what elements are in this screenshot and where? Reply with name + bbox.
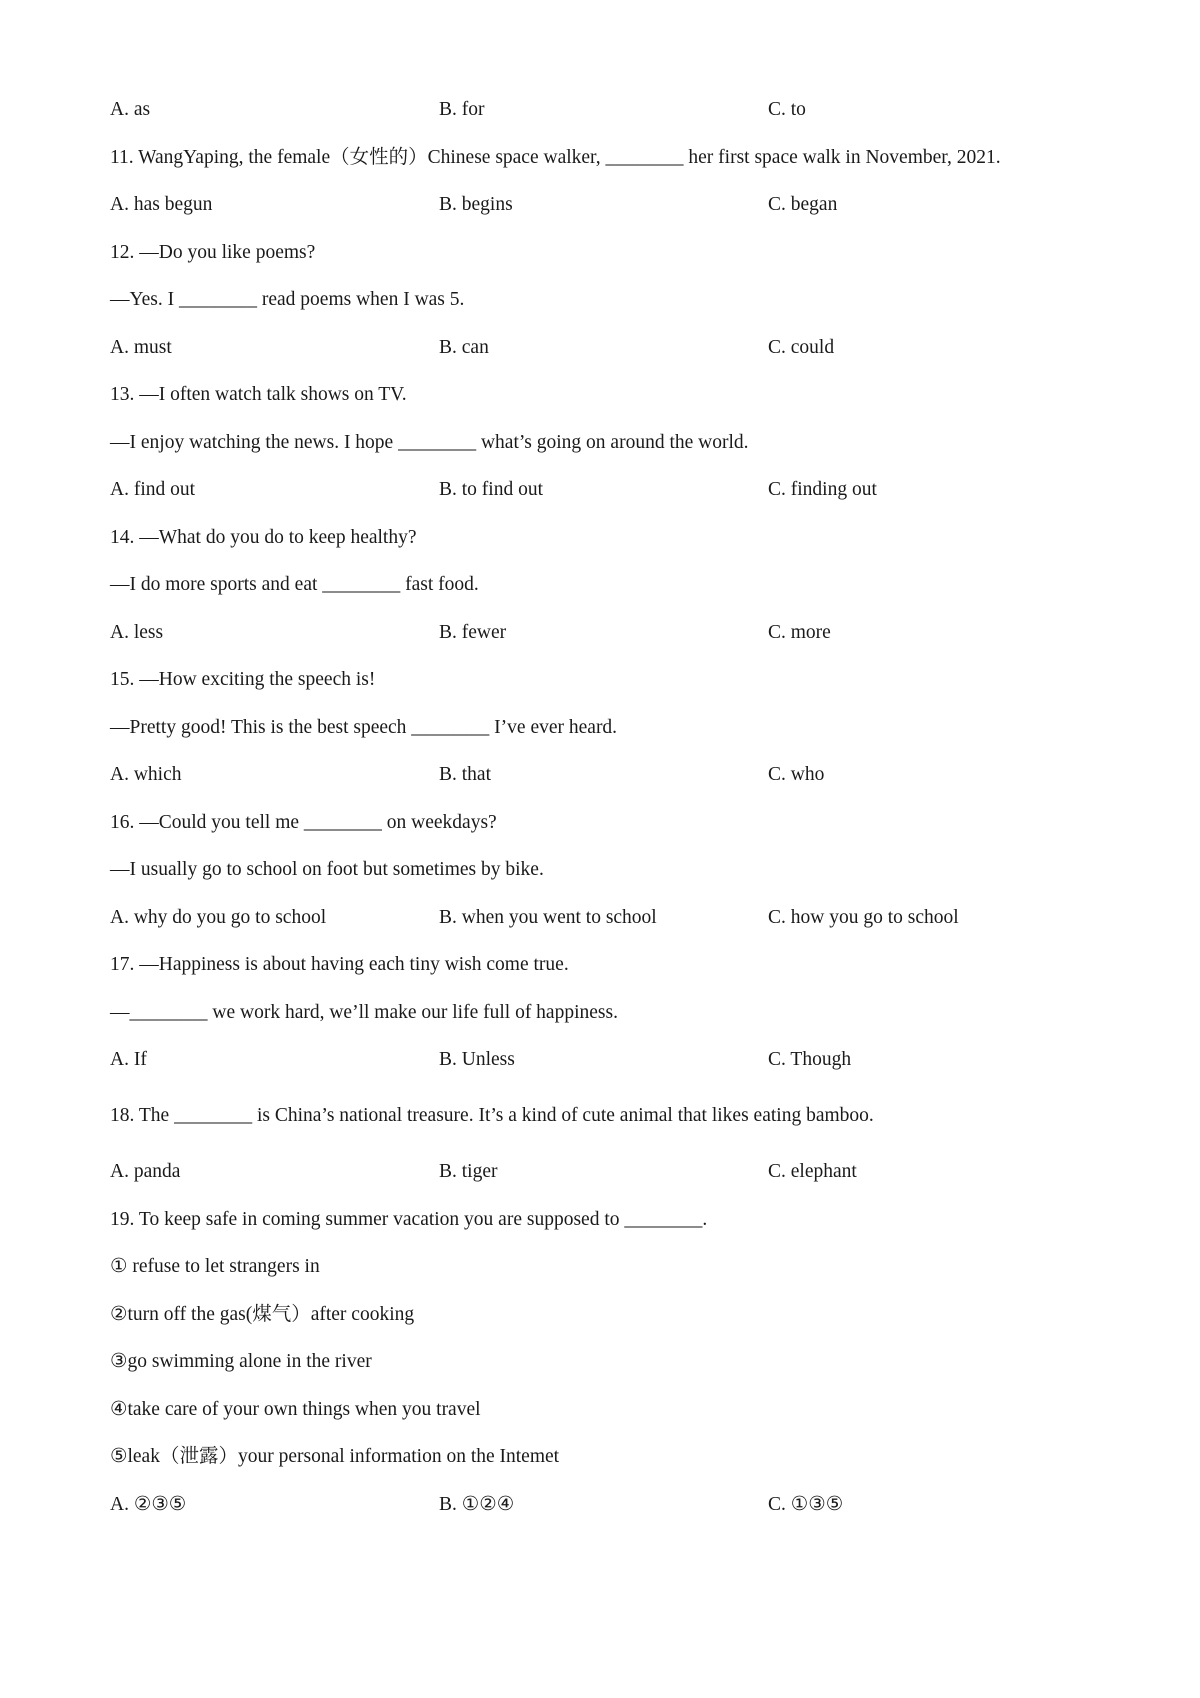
q13-option-a[interactable]: A. find out: [110, 479, 196, 500]
q16-option-c[interactable]: C. how you go to school: [768, 906, 959, 928]
q12-option-b[interactable]: B. can: [439, 336, 489, 358]
q14-option-a[interactable]: A. less: [110, 621, 164, 643]
q14-option-c[interactable]: C. more: [768, 621, 831, 643]
q19-item-3: ③go swimming alone in the river: [110, 1351, 372, 1372]
q13-options: [110, 478, 1110, 502]
q14-options: [110, 621, 1110, 645]
q14-reply: —I do more sports and eat ________ fast food.: [110, 574, 479, 595]
q19-option-c[interactable]: C. ①③⑤: [768, 1493, 844, 1515]
q19-item-1: ① refuse to let strangers in: [110, 1256, 320, 1277]
q15-stem: 15. —How exciting the speech is!: [110, 669, 376, 690]
q12-option-a[interactable]: A. must: [110, 336, 172, 358]
q18-option-b[interactable]: B. tiger: [439, 1161, 498, 1182]
q17-reply: —________ we work hard, we’ll make our life full of happiness.: [110, 1001, 618, 1023]
q17-option-c[interactable]: C. Though: [768, 1049, 852, 1070]
q12-option-c[interactable]: C. could: [768, 336, 835, 358]
q16-option-a[interactable]: A. why do you go to school: [110, 906, 327, 928]
q10-option-c[interactable]: C. to: [768, 99, 806, 120]
q10-options: [110, 98, 1110, 122]
q19-item-2: ②turn off the gas(煤气）after cooking: [110, 1303, 415, 1325]
q17-options: [110, 1048, 1110, 1072]
q19-stem: 19. To keep safe in coming summer vacation you are supposed to ________.: [110, 1208, 708, 1230]
q12-reply: —Yes. I ________ read poems when I was 5.: [110, 289, 465, 310]
q19-option-b[interactable]: B. ①②④: [439, 1493, 515, 1515]
q16-reply: —I usually go to school on foot but sometimes by bike.: [110, 859, 544, 880]
q16-stem: 16. —Could you tell me ________ on weekdays?: [110, 811, 497, 833]
q10-option-a[interactable]: A. as: [110, 99, 151, 120]
q11-option-b[interactable]: B. begins: [439, 194, 513, 215]
q15-options: [110, 763, 1110, 787]
q19-option-a[interactable]: A. ②③⑤: [110, 1493, 187, 1515]
q14-option-b[interactable]: B. fewer: [439, 621, 507, 643]
q18-option-a[interactable]: A. panda: [110, 1161, 181, 1182]
q12-stem: 12. —Do you like poems?: [110, 241, 316, 263]
q15-reply: —Pretty good! This is the best speech ________ I’ve ever heard.: [110, 716, 618, 738]
q19-item-5: ⑤leak（泄露）your personal information on the Intemet: [110, 1446, 560, 1467]
q12-options: [110, 336, 1110, 360]
q18-options: [110, 1160, 1110, 1184]
q15-option-c[interactable]: C. who: [768, 764, 825, 785]
q17-option-b[interactable]: B. Unless: [439, 1049, 515, 1070]
q13-option-c[interactable]: C. finding out: [768, 479, 877, 500]
q13-option-b[interactable]: B. to find out: [439, 479, 544, 500]
q18-option-c[interactable]: C. elephant: [768, 1161, 857, 1182]
q14-stem: 14. —What do you do to keep healthy?: [110, 526, 417, 548]
q11-option-a[interactable]: A. has begun: [110, 194, 213, 215]
q15-option-a[interactable]: A. which: [110, 764, 182, 785]
q17-option-a[interactable]: A. If: [110, 1049, 147, 1070]
q15-option-b[interactable]: B. that: [439, 764, 491, 785]
q11-option-c[interactable]: C. began: [768, 194, 838, 215]
q13-stem: 13. —I often watch talk shows on TV.: [110, 384, 407, 405]
q17-stem: 17. —Happiness is about having each tiny wish come true.: [110, 954, 569, 975]
q11-options: [110, 193, 1110, 217]
q11-stem: 11. WangYaping, the female（女性的）Chinese space walker, ________ her first space walk in November, 2021.: [110, 146, 1001, 168]
q16-options: [110, 906, 1110, 930]
q19-item-4: ④take care of your own things when you travel: [110, 1398, 481, 1420]
q16-option-b[interactable]: B. when you went to school: [439, 906, 657, 928]
q13-reply: —I enjoy watching the news. I hope ________ what’s going on around the world.: [110, 431, 749, 453]
question-page: [110, 98, 1110, 1540]
q10-option-b[interactable]: B. for: [439, 99, 485, 120]
q18-stem: 18. The ________ is China’s national treasure. It’s a kind of cute animal that likes eating bamboo.: [110, 1105, 874, 1126]
q19-options: [110, 1493, 1110, 1517]
